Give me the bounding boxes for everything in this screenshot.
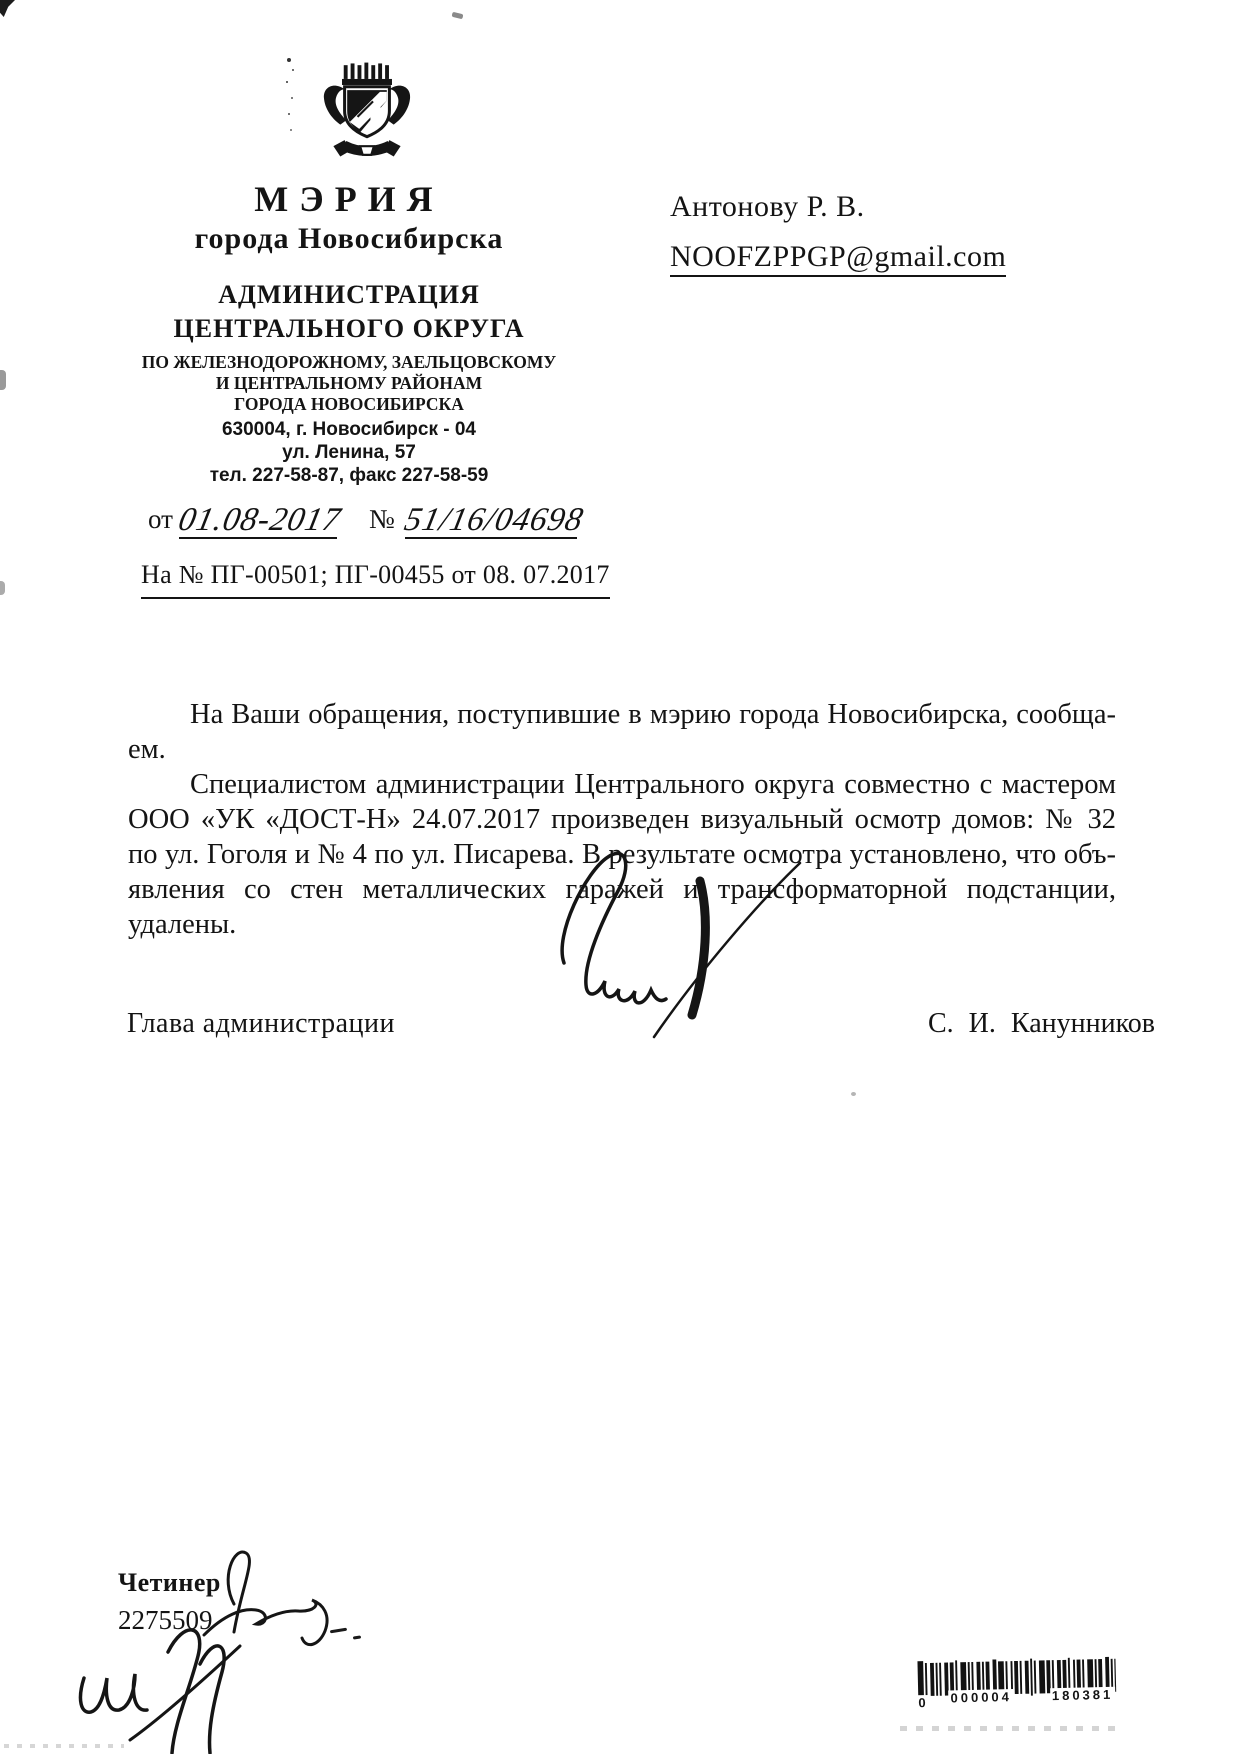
scan-artifact bbox=[851, 1092, 856, 1096]
executor-name: Четинер bbox=[118, 1568, 221, 1597]
barcode-digits: 000004 bbox=[950, 1689, 1013, 1706]
scan-artifact bbox=[0, 0, 15, 17]
barcode-digits: 0 bbox=[918, 1694, 929, 1711]
districts-line1: ПО ЖЕЛЕЗНОДОРОЖНОМУ, ЗАЕЛЬЦОВСКОМУ bbox=[141, 352, 557, 372]
signer-name: С. И. Канунников bbox=[928, 1008, 1155, 1039]
reply-reference-line: На № ПГ-00501; ПГ-00455 от 08. 07.2017 bbox=[141, 560, 610, 599]
corner-signature bbox=[72, 1616, 272, 1754]
address-line1: 630004, г. Новосибирск - 04 bbox=[221, 419, 476, 440]
handwritten-date: 01.08-2017 bbox=[175, 502, 345, 538]
date-field bbox=[175, 500, 345, 539]
address-line2: ул. Ленина, 57 bbox=[282, 442, 416, 463]
dept-line1: АДМИНИСТРАЦИЯ bbox=[218, 280, 480, 309]
date-label: от bbox=[148, 504, 173, 534]
coat-of-arms-emblem bbox=[315, 60, 419, 172]
districts-line2: И ЦЕНТРАЛЬНОМУ РАЙОНАМ bbox=[215, 373, 483, 393]
handwritten-number: 51/16/04698 bbox=[400, 502, 587, 538]
number-field bbox=[400, 500, 587, 539]
scan-artifact bbox=[452, 12, 464, 20]
scan-artifact bbox=[900, 1726, 1120, 1731]
head-signature bbox=[548, 843, 820, 1043]
body-line: Специалистом администрации Центрального округа совместно с мастером bbox=[190, 769, 1116, 800]
districts-line3: ГОРОДА НОВОСИБИРСКА bbox=[234, 394, 464, 414]
body-line: явления со стен металлических гаражей и трансформаторной подстанции, bbox=[128, 874, 1116, 905]
body-line: удалены. bbox=[128, 909, 237, 940]
body-line: ем. bbox=[128, 734, 166, 765]
org-name-line1: МЭРИЯ bbox=[254, 179, 444, 219]
recipient-name: Антонову Р. В. bbox=[670, 190, 865, 223]
body-line: по ул. Гоголя и № 4 по ул. Писарева. В результате осмотра установлено, что объ- bbox=[128, 839, 1116, 870]
executor-phone: 2275509 bbox=[118, 1605, 213, 1635]
reference-row bbox=[148, 500, 587, 539]
recipient-email: NOOFZPPGP@gmail.com bbox=[670, 240, 1006, 277]
number-label: № bbox=[368, 504, 395, 534]
recipient-block bbox=[670, 190, 1006, 277]
scan-artifact bbox=[0, 370, 6, 390]
signer-title: Глава администрации bbox=[127, 1008, 395, 1039]
body-line: На Ваши обращения, поступившие в мэрию города Новосибирска, сообща- bbox=[190, 699, 1116, 730]
phone-fax-line: тел. 227-58-87, факс 227-58-59 bbox=[209, 465, 489, 486]
letterhead bbox=[118, 60, 580, 487]
org-name-line2: города Новосибирска bbox=[194, 222, 504, 255]
barcode bbox=[915, 1656, 1116, 1713]
scan-artifact bbox=[0, 581, 5, 595]
barcode-digits: 180381 bbox=[1051, 1686, 1114, 1704]
dept-line2: ЦЕНТРАЛЬНОГО ОКРУГА bbox=[173, 314, 525, 343]
body-line: ООО «УК «ДОСТ-Н» 24.07.2017 произведен визуальный осмотр домов: № 32 bbox=[128, 804, 1116, 835]
